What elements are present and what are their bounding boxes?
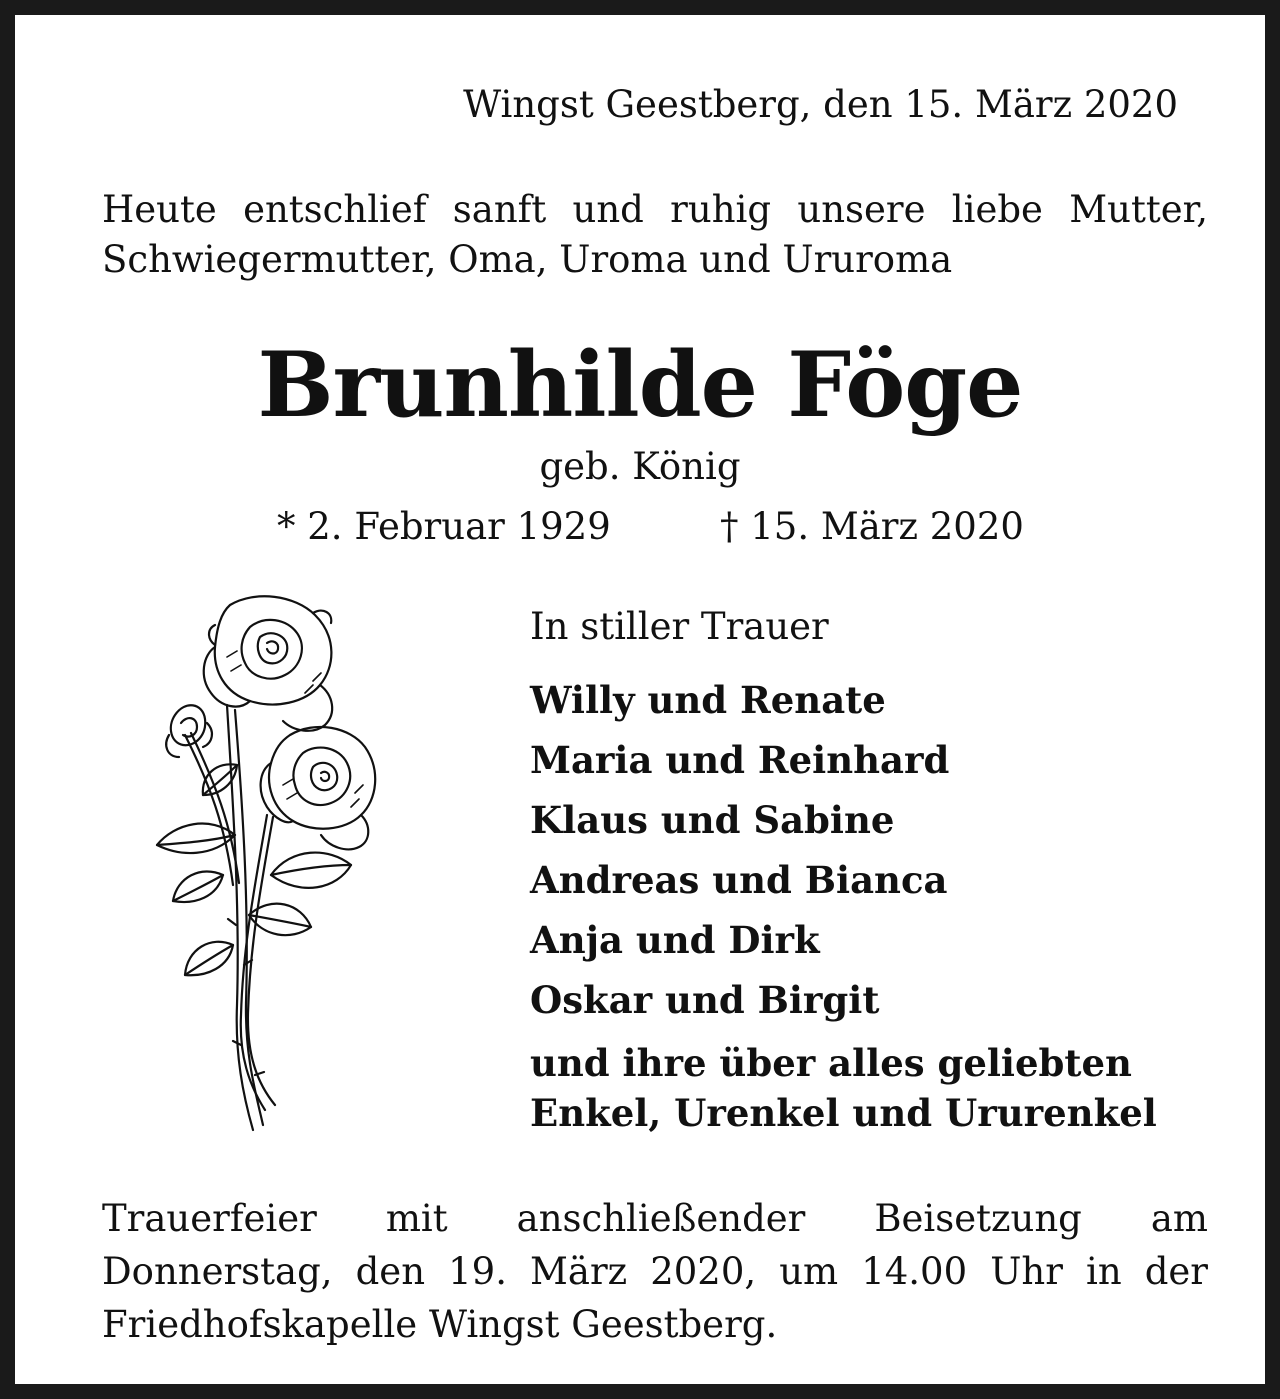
intro-text: Heute entschlief sanft und ruhig unsere liebe Mutter, Schwiegermutter, Oma, Uroma und Ururoma — [102, 188, 1208, 281]
death-date: † 15. März 2020 — [720, 505, 1024, 548]
funeral-service-text: Trauerfeier mit anschließender Beisetzung am Donnerstag, den 19. März 2020, um 14.00 Uhr in der Friedhofskapelle Wingst Geestberg. — [102, 1197, 1208, 1346]
mourner-list — [530, 673, 949, 1033]
list-item: Anja und Dirk — [530, 918, 820, 962]
list-item: Maria und Reinhard — [530, 738, 950, 782]
rose-icon — [115, 585, 415, 1145]
list-item: Klaus und Sabine — [530, 798, 895, 842]
closing-line: und ihre über alles geliebten — [530, 1041, 1132, 1085]
maiden-name: geb. König — [539, 445, 741, 488]
deceased-name: Brunhilde Föge — [257, 332, 1023, 438]
list-item: Willy und Renate — [530, 678, 886, 722]
list-item: Oskar und Birgit — [530, 978, 880, 1022]
closing-lines — [530, 1038, 1157, 1138]
closing-line: Enkel, Urenkel und Ururenkel — [530, 1091, 1157, 1135]
mourning-heading: In stiller Trauer — [530, 605, 829, 648]
birth-date: * 2. Februar 1929 — [277, 505, 611, 548]
place-date: Wingst Geestberg, den 15. März 2020 — [463, 83, 1178, 126]
list-item: Andreas und Bianca — [530, 858, 948, 902]
